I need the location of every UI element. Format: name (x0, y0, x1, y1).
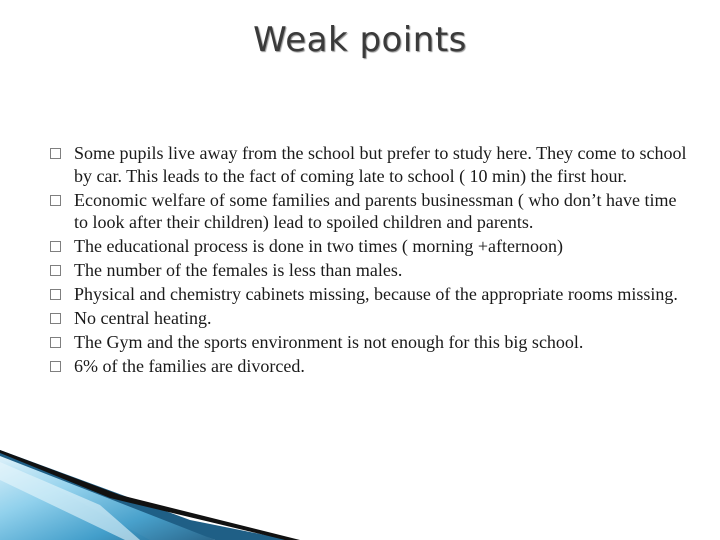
bullet-text: The number of the females is less than males. (74, 260, 403, 280)
checkbox-square-icon (50, 313, 61, 324)
bullet-item-3 (50, 235, 690, 258)
bullet-item-8 (50, 355, 690, 378)
checkbox-square-icon (50, 195, 61, 206)
bullet-text: Some pupils live away from the school but prefer to study here. They come to school by car. This leads to the fact of coming late to school ( 10 min) the first hour. (74, 143, 687, 186)
bullet-item-4 (50, 259, 690, 282)
checkbox-square-icon (50, 361, 61, 372)
slide-title-text: Weak points (253, 20, 467, 60)
bullet-text: The educational process is done in two times ( morning +afternoon) (74, 236, 564, 256)
checkbox-square-icon (50, 241, 61, 252)
bullet-text: 6% of the families are divorced. (74, 356, 305, 376)
slide-title (0, 20, 720, 60)
bullet-text: Physical and chemistry cabinets missing, because of the appropriate rooms missing. (74, 284, 678, 304)
checkbox-square-icon (50, 289, 61, 300)
bullet-text: The Gym and the sports environment is not enough for this big school. (74, 332, 584, 352)
checkbox-square-icon (50, 337, 61, 348)
bullet-item-2 (50, 189, 690, 234)
corner-decoration (0, 450, 720, 540)
checkbox-square-icon (50, 148, 61, 159)
bullet-text: No central heating. (74, 308, 212, 328)
bullet-text: Economic welfare of some families and parents businessman ( who don’t have time to look after their children) lead to spoiled children and parents. (74, 189, 677, 232)
bullet-item-7 (50, 331, 690, 354)
checkbox-square-icon (50, 265, 61, 276)
bullet-item-6 (50, 307, 690, 330)
bullet-item-1 (50, 142, 690, 187)
bullet-list (50, 142, 690, 379)
bullet-item-5 (50, 283, 690, 306)
